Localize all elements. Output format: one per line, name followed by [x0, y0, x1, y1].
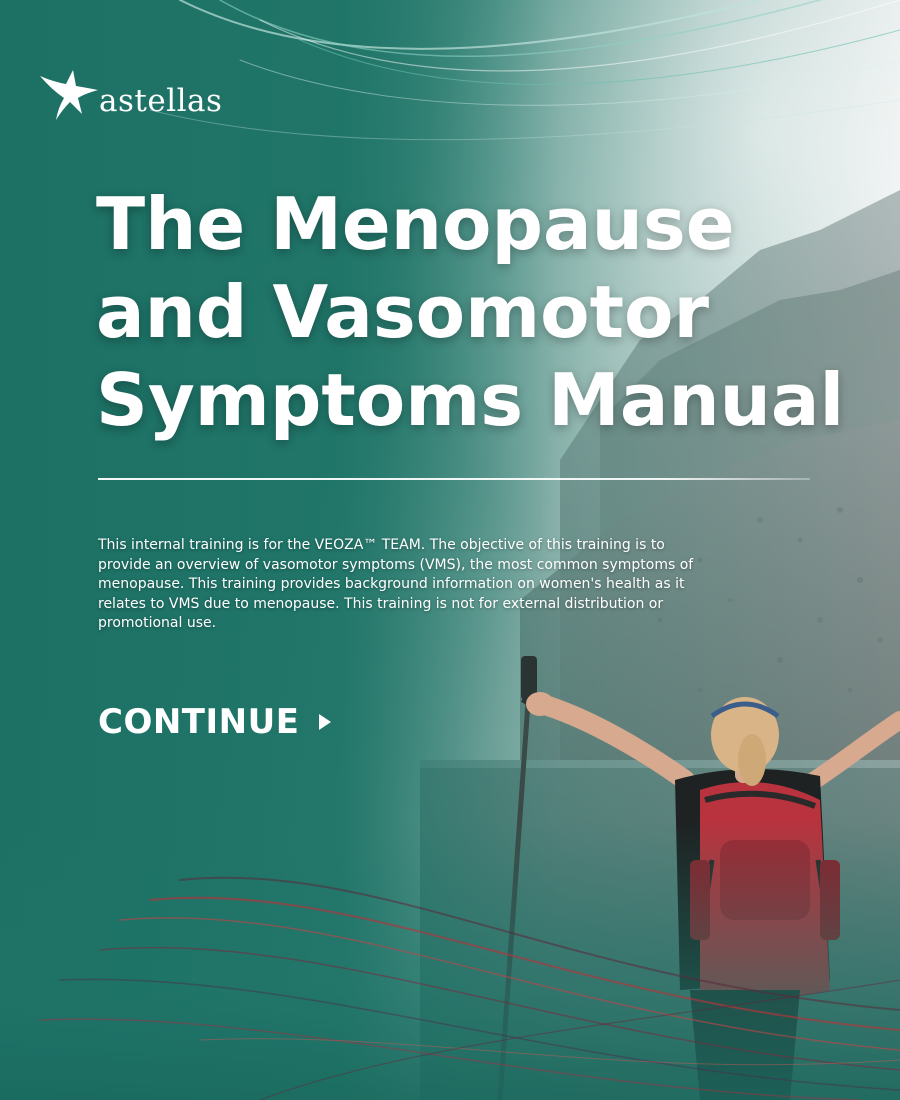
continue-label[interactable]: CONTINUE	[98, 702, 300, 742]
play-arrow-icon[interactable]	[319, 714, 331, 730]
title-divider	[98, 478, 810, 480]
title-line-1: The Menopause	[96, 182, 735, 266]
astellas-logo	[36, 68, 236, 130]
page-title	[96, 180, 856, 444]
brand-name: astellas	[99, 83, 223, 119]
title-line-3: Symptoms Manual	[96, 358, 845, 442]
continue-button[interactable]	[98, 702, 331, 742]
intro-text: This internal training is for the VEOZA™ TEAM. The objective of this training is to provide an overview of vasomotor symptoms (VMS), the most common symptoms of menopause. This training provides background information on women's health as it relates to VMS due to menopause. This training is not for external distribution or promotional use.	[98, 537, 694, 631]
astellas-star-logo-icon	[36, 68, 106, 128]
title-line-2: and Vasomotor	[96, 270, 710, 354]
